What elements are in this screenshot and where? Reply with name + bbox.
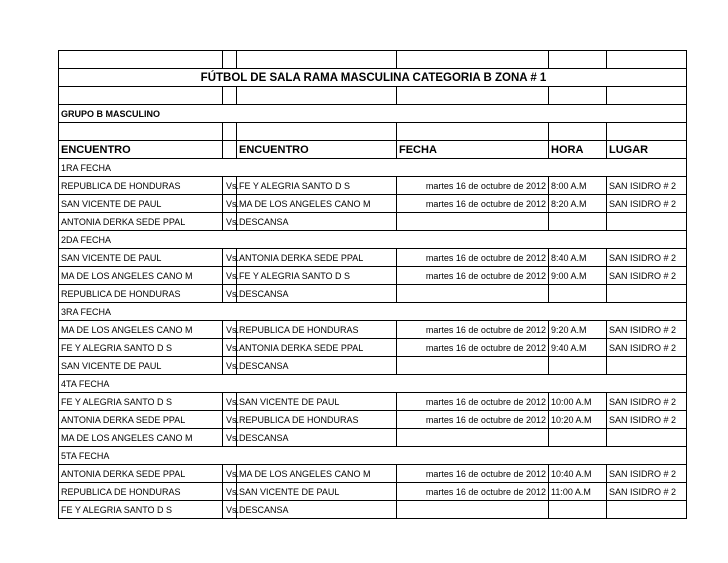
vs-label: Vs. bbox=[223, 321, 237, 339]
round-label: 1RA FECHA bbox=[59, 159, 687, 177]
match-row bbox=[59, 465, 687, 483]
match-time: 10:00 A.M bbox=[549, 393, 607, 411]
empty-cell bbox=[223, 87, 237, 105]
vs-label: Vs. bbox=[223, 483, 237, 501]
spacer-row bbox=[59, 123, 687, 141]
round-label: 2DA FECHA bbox=[59, 231, 687, 249]
match-row bbox=[59, 195, 687, 213]
vs-label: Vs. bbox=[223, 411, 237, 429]
title-row bbox=[59, 69, 687, 87]
empty-cell bbox=[607, 87, 687, 105]
match-date: martes 16 de octubre de 2012 bbox=[397, 411, 549, 429]
home-team: MA DE LOS ANGELES CANO M bbox=[59, 321, 223, 339]
vs-label: Vs. bbox=[223, 465, 237, 483]
match-venue: SAN ISIDRO # 2 bbox=[607, 249, 687, 267]
round-label: 3RA FECHA bbox=[59, 303, 687, 321]
away-team: DESCANSA bbox=[237, 429, 397, 447]
match-time: 11:00 A.M bbox=[549, 483, 607, 501]
match-venue bbox=[607, 285, 687, 303]
match-row bbox=[59, 357, 687, 375]
match-date bbox=[397, 429, 549, 447]
home-team: MA DE LOS ANGELES CANO M bbox=[59, 267, 223, 285]
home-team: REPUBLICA DE HONDURAS bbox=[59, 483, 223, 501]
home-team: FE Y ALEGRIA SANTO D S bbox=[59, 501, 223, 519]
match-time bbox=[549, 213, 607, 231]
match-time bbox=[549, 429, 607, 447]
match-row bbox=[59, 285, 687, 303]
match-venue: SAN ISIDRO # 2 bbox=[607, 195, 687, 213]
header-row bbox=[59, 141, 687, 159]
header-venue: LUGAR bbox=[607, 141, 687, 159]
match-row bbox=[59, 339, 687, 357]
match-time: 8:20 A.M bbox=[549, 195, 607, 213]
home-team: SAN VICENTE DE PAUL bbox=[59, 357, 223, 375]
match-time bbox=[549, 285, 607, 303]
match-date: martes 16 de octubre de 2012 bbox=[397, 483, 549, 501]
vs-label: Vs. bbox=[223, 177, 237, 195]
match-date: martes 16 de octubre de 2012 bbox=[397, 465, 549, 483]
match-venue: SAN ISIDRO # 2 bbox=[607, 483, 687, 501]
vs-label: Vs. bbox=[223, 267, 237, 285]
match-time: 9:00 A.M bbox=[549, 267, 607, 285]
match-venue bbox=[607, 501, 687, 519]
header-team: ENCUENTRO bbox=[59, 141, 223, 159]
away-team: SAN VICENTE DE PAUL bbox=[237, 483, 397, 501]
match-venue: SAN ISIDRO # 2 bbox=[607, 465, 687, 483]
empty-cell bbox=[607, 51, 687, 69]
match-row bbox=[59, 177, 687, 195]
empty-cell bbox=[549, 87, 607, 105]
home-team: ANTONIA DERKA SEDE PPAL bbox=[59, 213, 223, 231]
empty-cell bbox=[59, 51, 223, 69]
vs-label: Vs. bbox=[223, 339, 237, 357]
empty-cell bbox=[397, 87, 549, 105]
round-label-row bbox=[59, 447, 687, 465]
match-date: martes 16 de octubre de 2012 bbox=[397, 267, 549, 285]
round-label: 5TA FECHA bbox=[59, 447, 687, 465]
round-label-row bbox=[59, 231, 687, 249]
empty-cell bbox=[237, 123, 397, 141]
vs-label: Vs. bbox=[223, 249, 237, 267]
header-match: ENCUENTRO bbox=[237, 141, 397, 159]
away-team: DESCANSA bbox=[237, 285, 397, 303]
away-team: DESCANSA bbox=[237, 213, 397, 231]
match-time bbox=[549, 501, 607, 519]
home-team: ANTONIA DERKA SEDE PPAL bbox=[59, 465, 223, 483]
match-date bbox=[397, 213, 549, 231]
spacer-row bbox=[59, 87, 687, 105]
spacer-row bbox=[59, 51, 687, 69]
empty-cell bbox=[397, 123, 549, 141]
match-row bbox=[59, 393, 687, 411]
away-team: ANTONIA DERKA SEDE PPAL bbox=[237, 249, 397, 267]
match-venue bbox=[607, 213, 687, 231]
match-time: 10:40 A.M bbox=[549, 465, 607, 483]
sheet-title: FÚTBOL DE SALA RAMA MASCULINA CATEGORIA B ZONA # 1 bbox=[59, 69, 687, 87]
fixture-table bbox=[58, 50, 687, 519]
header-time: HORA bbox=[549, 141, 607, 159]
match-date: martes 16 de octubre de 2012 bbox=[397, 177, 549, 195]
vs-label: Vs. bbox=[223, 285, 237, 303]
home-team: ANTONIA DERKA SEDE PPAL bbox=[59, 411, 223, 429]
away-team: REPUBLICA DE HONDURAS bbox=[237, 321, 397, 339]
match-row bbox=[59, 267, 687, 285]
empty-cell bbox=[223, 141, 237, 159]
home-team: FE Y ALEGRIA SANTO D S bbox=[59, 393, 223, 411]
away-team: FE Y ALEGRIA SANTO D S bbox=[237, 267, 397, 285]
empty-cell bbox=[607, 123, 687, 141]
vs-label: Vs. bbox=[223, 357, 237, 375]
away-team: REPUBLICA DE HONDURAS bbox=[237, 411, 397, 429]
vs-label: Vs. bbox=[223, 501, 237, 519]
match-time bbox=[549, 357, 607, 375]
empty-cell bbox=[237, 87, 397, 105]
round-label-row bbox=[59, 375, 687, 393]
match-row bbox=[59, 501, 687, 519]
match-row bbox=[59, 411, 687, 429]
match-venue: SAN ISIDRO # 2 bbox=[607, 339, 687, 357]
vs-label: Vs. bbox=[223, 429, 237, 447]
match-date: martes 16 de octubre de 2012 bbox=[397, 321, 549, 339]
group-row bbox=[59, 105, 687, 123]
match-date: martes 16 de octubre de 2012 bbox=[397, 339, 549, 357]
empty-cell bbox=[549, 123, 607, 141]
match-row bbox=[59, 429, 687, 447]
fixture-table-body bbox=[59, 51, 687, 519]
match-time: 9:40 A.M bbox=[549, 339, 607, 357]
empty-cell bbox=[237, 51, 397, 69]
away-team: SAN VICENTE DE PAUL bbox=[237, 393, 397, 411]
match-venue bbox=[607, 357, 687, 375]
vs-label: Vs. bbox=[223, 195, 237, 213]
away-team: MA DE LOS ANGELES CANO M bbox=[237, 465, 397, 483]
away-team: MA DE LOS ANGELES CANO M bbox=[237, 195, 397, 213]
home-team: SAN VICENTE DE PAUL bbox=[59, 249, 223, 267]
match-venue: SAN ISIDRO # 2 bbox=[607, 267, 687, 285]
match-row bbox=[59, 483, 687, 501]
match-date: martes 16 de octubre de 2012 bbox=[397, 393, 549, 411]
round-label-row bbox=[59, 159, 687, 177]
match-date: martes 16 de octubre de 2012 bbox=[397, 195, 549, 213]
header-date: FECHA bbox=[397, 141, 549, 159]
match-date bbox=[397, 501, 549, 519]
match-venue: SAN ISIDRO # 2 bbox=[607, 393, 687, 411]
round-label: 4TA FECHA bbox=[59, 375, 687, 393]
vs-label: Vs. bbox=[223, 213, 237, 231]
match-date bbox=[397, 357, 549, 375]
home-team: SAN VICENTE DE PAUL bbox=[59, 195, 223, 213]
vs-label: Vs. bbox=[223, 393, 237, 411]
match-time: 8:00 A.M bbox=[549, 177, 607, 195]
match-time: 10:20 A.M bbox=[549, 411, 607, 429]
home-team: REPUBLICA DE HONDURAS bbox=[59, 177, 223, 195]
match-row bbox=[59, 249, 687, 267]
group-label: GRUPO B MASCULINO bbox=[59, 105, 687, 123]
away-team: FE Y ALEGRIA SANTO D S bbox=[237, 177, 397, 195]
empty-cell bbox=[549, 51, 607, 69]
empty-cell bbox=[397, 51, 549, 69]
home-team: REPUBLICA DE HONDURAS bbox=[59, 285, 223, 303]
home-team: MA DE LOS ANGELES CANO M bbox=[59, 429, 223, 447]
empty-cell bbox=[59, 87, 223, 105]
empty-cell bbox=[59, 123, 223, 141]
away-team: DESCANSA bbox=[237, 501, 397, 519]
match-venue: SAN ISIDRO # 2 bbox=[607, 177, 687, 195]
match-venue: SAN ISIDRO # 2 bbox=[607, 321, 687, 339]
match-time: 9:20 A.M bbox=[549, 321, 607, 339]
empty-cell bbox=[223, 123, 237, 141]
match-row bbox=[59, 321, 687, 339]
match-venue: SAN ISIDRO # 2 bbox=[607, 411, 687, 429]
away-team: ANTONIA DERKA SEDE PPAL bbox=[237, 339, 397, 357]
round-label-row bbox=[59, 303, 687, 321]
match-venue bbox=[607, 429, 687, 447]
empty-cell bbox=[223, 51, 237, 69]
match-time: 8:40 A.M bbox=[549, 249, 607, 267]
match-date: martes 16 de octubre de 2012 bbox=[397, 249, 549, 267]
home-team: FE Y ALEGRIA SANTO D S bbox=[59, 339, 223, 357]
away-team: DESCANSA bbox=[237, 357, 397, 375]
match-date bbox=[397, 285, 549, 303]
match-row bbox=[59, 213, 687, 231]
